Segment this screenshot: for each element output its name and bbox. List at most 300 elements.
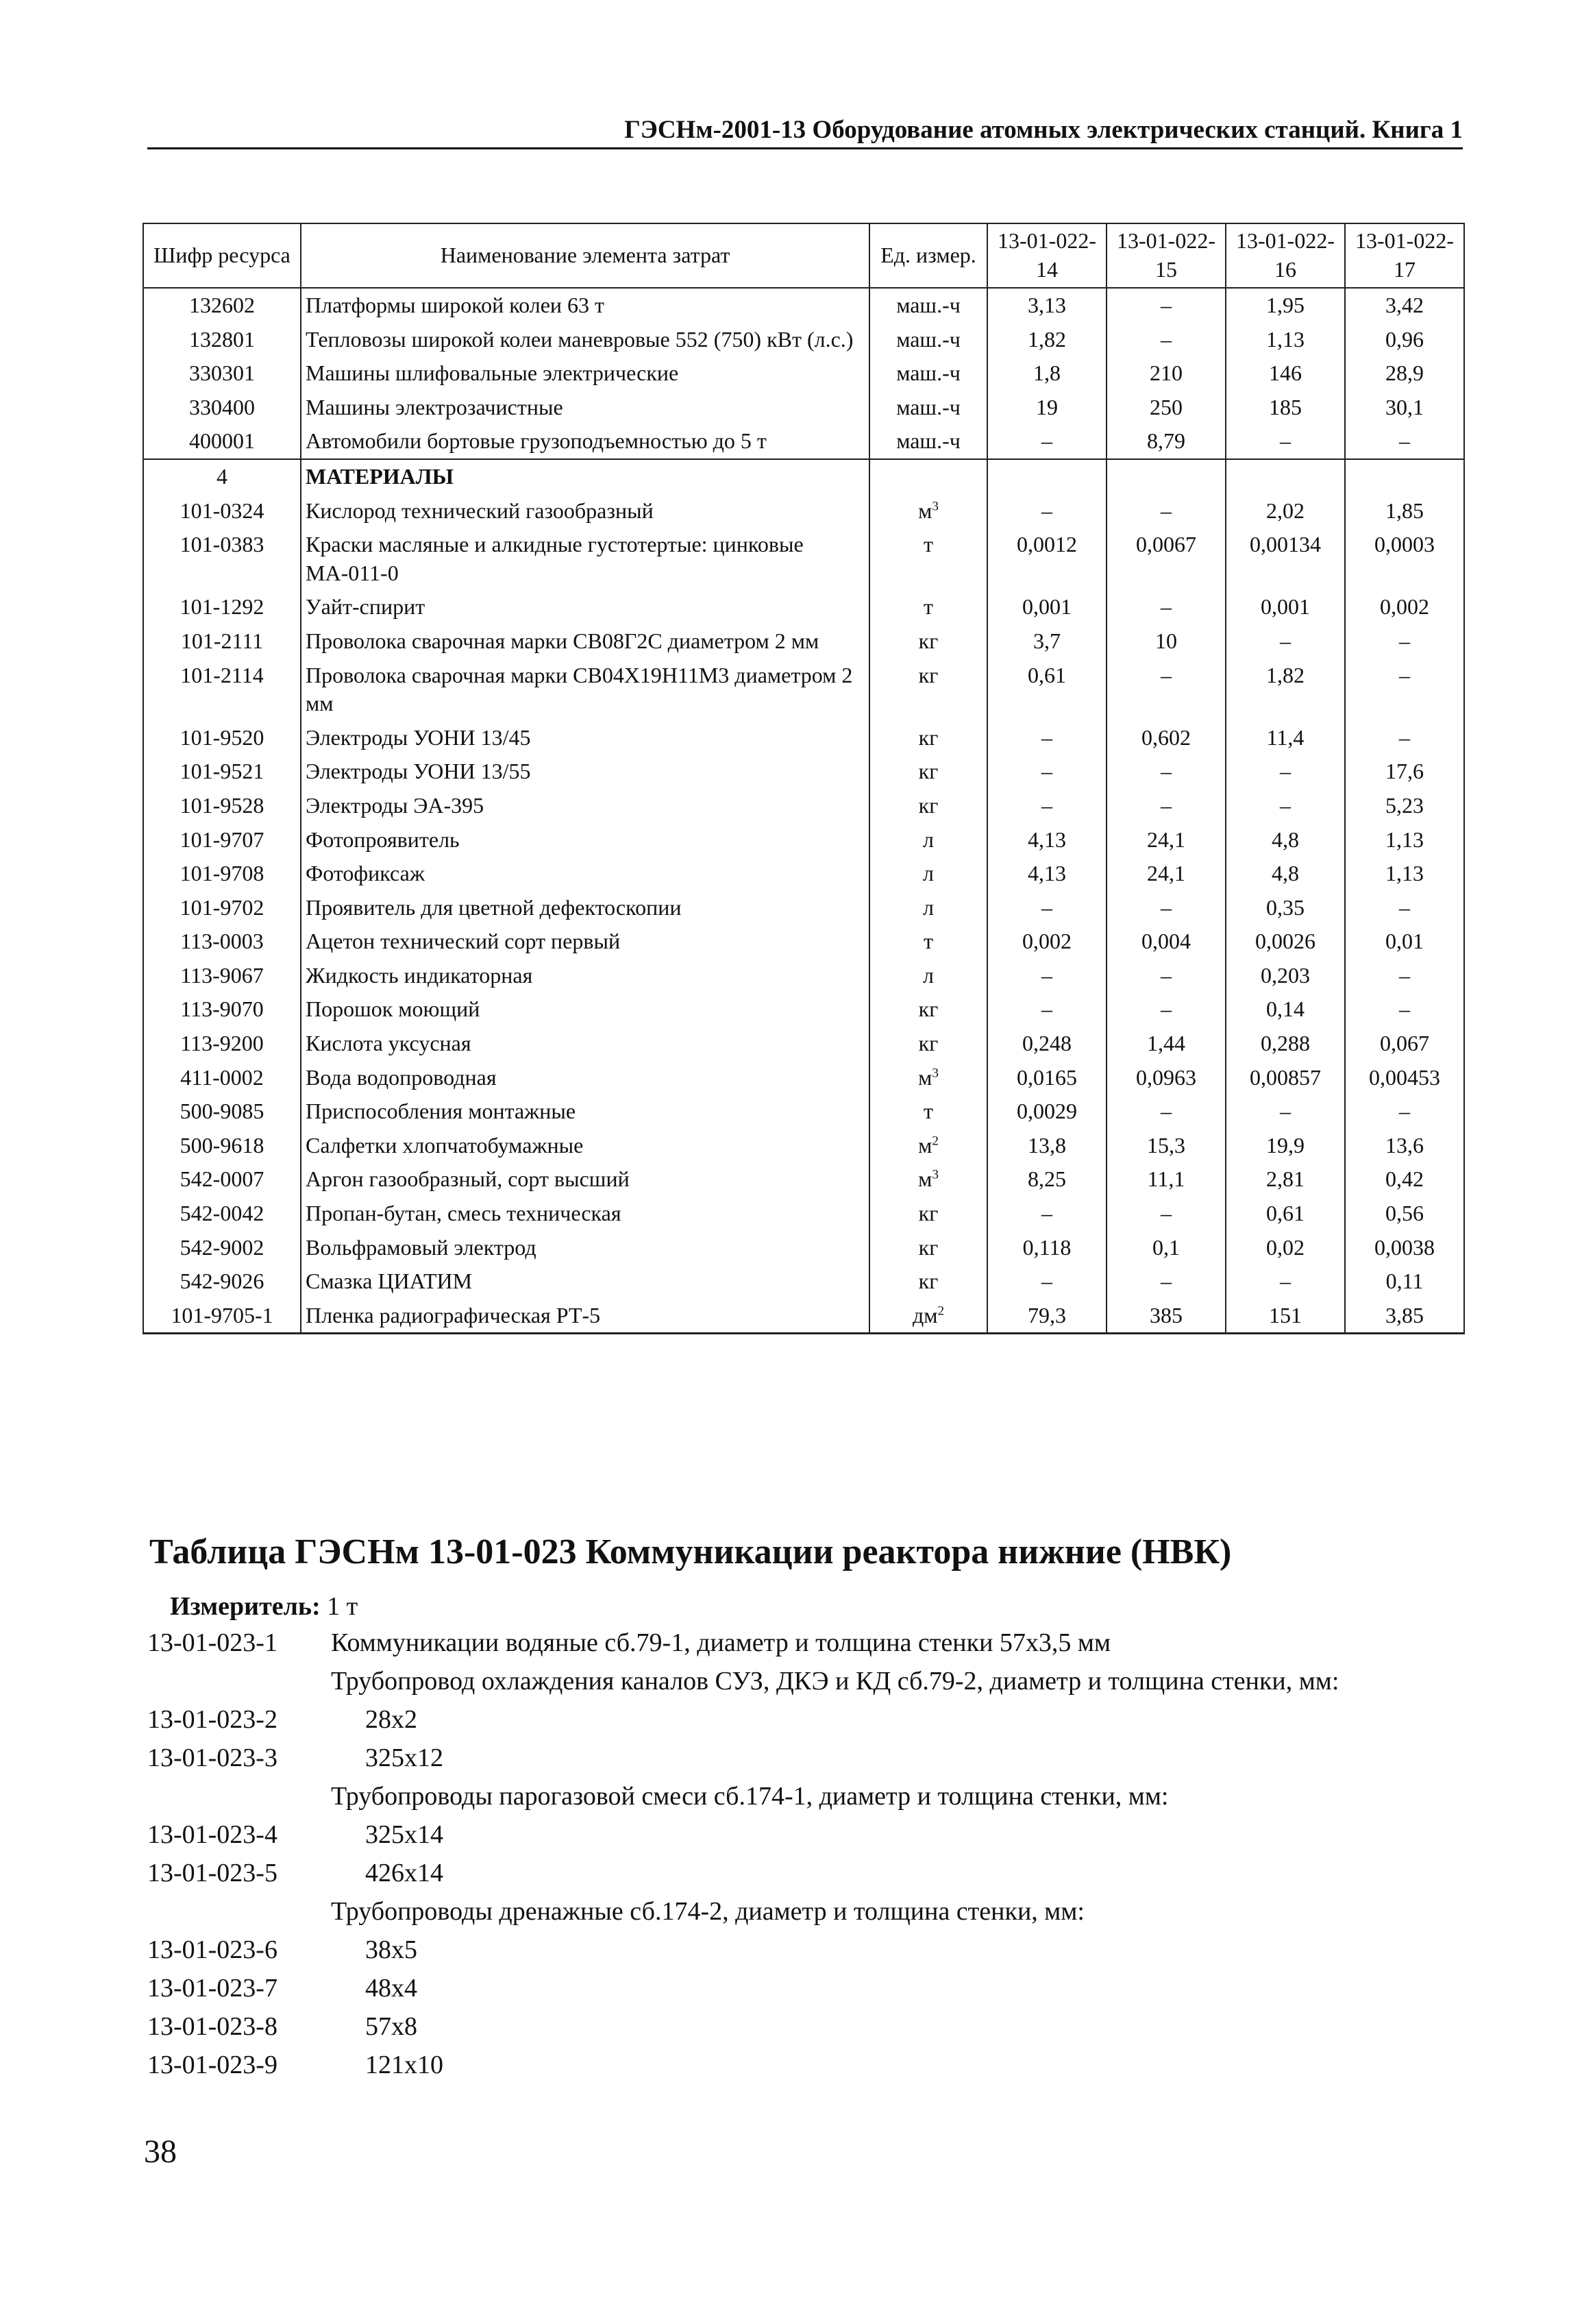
norm-value: – (987, 1197, 1107, 1231)
norm-value: – (1107, 323, 1226, 357)
norm-value: 3,85 (1345, 1299, 1464, 1334)
item-text: 28х2 (365, 1705, 417, 1734)
table-row (143, 823, 1464, 857)
item-text: 57х8 (365, 2012, 417, 2041)
unit-text: кг (918, 628, 939, 653)
norm-value: – (1107, 789, 1226, 823)
norm-value: 0,0026 (1226, 925, 1345, 959)
column-header-17: 13-01-022-17 (1345, 223, 1464, 288)
column-header-unit: Ед. измер. (869, 223, 987, 288)
resource-code: 113-9070 (143, 992, 301, 1027)
unit-text: маш.-ч (896, 394, 961, 419)
norm-value: 10 (1107, 624, 1226, 659)
resource-unit (869, 721, 987, 755)
resource-unit (869, 323, 987, 357)
norm-value: 0,0003 (1345, 528, 1464, 590)
norm-value: 4,13 (987, 857, 1107, 891)
norm-value: 0,11 (1345, 1264, 1464, 1299)
norm-value: 0,004 (1107, 925, 1226, 959)
norm-value: 0,0038 (1345, 1231, 1464, 1265)
table-row (143, 494, 1464, 528)
norm-value: 17,6 (1345, 755, 1464, 789)
norm-value: 8,25 (987, 1162, 1107, 1197)
resource-unit (869, 1264, 987, 1299)
resource-code: 542-9026 (143, 1264, 301, 1299)
norm-value: – (1107, 590, 1226, 624)
resource-unit (869, 1231, 987, 1265)
resource-name: Порошок моющий (301, 992, 869, 1027)
norm-value: – (1345, 1094, 1464, 1129)
norm-value: – (1107, 1264, 1226, 1299)
resource-unit (869, 1197, 987, 1231)
norm-value: 0,96 (1345, 323, 1464, 357)
resource-unit (869, 1299, 987, 1334)
resource-unit (869, 823, 987, 857)
norm-value: 19 (987, 391, 1107, 425)
norm-value: 0,002 (1345, 590, 1464, 624)
resource-unit (869, 590, 987, 624)
resource-code: 101-9702 (143, 891, 301, 925)
norm-value: – (1107, 288, 1226, 323)
norm-value: 2,81 (1226, 1162, 1345, 1197)
norm-value: 24,1 (1107, 823, 1226, 857)
resource-code: 542-0007 (143, 1162, 301, 1197)
norm-value: 0,0963 (1107, 1061, 1226, 1095)
norm-value: – (1345, 424, 1464, 459)
norm-value: 0,288 (1226, 1027, 1345, 1061)
table-row (143, 391, 1464, 425)
resource-name: Кислород технический газообразный (301, 494, 869, 528)
unit-text: т (924, 1099, 933, 1124)
table-row (143, 459, 1464, 494)
item-text: Коммуникации водяные сб.79-1, диаметр и толщина стенки 57х3,5 мм (331, 1628, 1111, 1657)
norm-value: 5,23 (1345, 789, 1464, 823)
resource-name: Фотофиксаж (301, 857, 869, 891)
norm-value: 210 (1107, 356, 1226, 391)
norm-value: 0,61 (1226, 1197, 1345, 1231)
norm-value: – (1226, 424, 1345, 459)
norm-value: 2,02 (1226, 494, 1345, 528)
resource-name: Тепловозы широкой колеи маневровые 552 (750) кВт (л.с.) (301, 323, 869, 357)
item-text: 426х14 (365, 1859, 443, 1887)
table-row (143, 1231, 1464, 1265)
norm-value: – (1345, 891, 1464, 925)
table-row (143, 1197, 1464, 1231)
norm-value: 0,0029 (987, 1094, 1107, 1129)
resource-code: 101-9521 (143, 755, 301, 789)
meter-line (170, 1591, 358, 1622)
norm-value: 0,0067 (1107, 528, 1226, 590)
item-text: Трубопровод охлаждения каналов СУЗ, ДКЭ и КД сб.79-2, диаметр и толщина стенки, мм: (331, 1667, 1339, 1696)
norm-value: 28,9 (1345, 356, 1464, 391)
norm-value: 1,85 (1345, 494, 1464, 528)
table-row (143, 1162, 1464, 1197)
unit-text: кг (918, 759, 939, 784)
norm-value: 11,1 (1107, 1162, 1226, 1197)
norm-value: 19,9 (1226, 1129, 1345, 1163)
resource-code: 330400 (143, 391, 301, 425)
norm-value: 3,13 (987, 288, 1107, 323)
norm-value: – (1345, 659, 1464, 721)
norm-value: – (1107, 1094, 1226, 1129)
resource-code: 113-9067 (143, 959, 301, 993)
column-header-name: Наименование элемента затрат (301, 223, 869, 288)
resource-code: 101-9707 (143, 823, 301, 857)
table-header-row (143, 223, 1464, 288)
norm-value: – (1345, 624, 1464, 659)
unit-superscript: 3 (932, 1066, 939, 1080)
item-code: 13-01-023-5 (147, 1859, 277, 1887)
norm-value: 4,8 (1226, 857, 1345, 891)
unit-text: м (918, 498, 932, 523)
norm-value: 4,8 (1226, 823, 1345, 857)
resource-code: 411-0002 (143, 1061, 301, 1095)
norm-value: 15,3 (1107, 1129, 1226, 1163)
resource-unit (869, 424, 987, 459)
norm-value: 24,1 (1107, 857, 1226, 891)
table-row (143, 1299, 1464, 1334)
meter-label: Измеритель: (170, 1592, 321, 1621)
norm-value: 0,002 (987, 925, 1107, 959)
table-row (143, 1129, 1464, 1163)
resource-unit (869, 857, 987, 891)
norm-value: – (987, 959, 1107, 993)
resource-name: Автомобили бортовые грузоподъемностью до 5 т (301, 424, 869, 459)
unit-text: маш.-ч (896, 326, 961, 352)
table-row (143, 925, 1464, 959)
norm-value: 3,7 (987, 624, 1107, 659)
unit-text: кг (918, 1031, 939, 1056)
resource-unit (869, 659, 987, 721)
norm-value: 0,067 (1345, 1027, 1464, 1061)
unit-text: т (924, 532, 933, 557)
resource-code: 101-2111 (143, 624, 301, 659)
norm-value: 0,01 (1345, 925, 1464, 959)
norm-value: 0,203 (1226, 959, 1345, 993)
norm-value: 3,42 (1345, 288, 1464, 323)
resource-name: Уайт-спирит (301, 590, 869, 624)
table-row (143, 624, 1464, 659)
norm-value: – (987, 424, 1107, 459)
item-text: 325х14 (365, 1820, 443, 1849)
norm-value: 30,1 (1345, 391, 1464, 425)
unit-text: маш.-ч (896, 428, 961, 454)
table-body (143, 288, 1464, 1334)
resource-name: Краски масляные и алкидные густотертые: цинковые МА-011-0 (301, 528, 869, 590)
norm-value: 0,0165 (987, 1061, 1107, 1095)
resource-name: МАТЕРИАЛЫ (301, 459, 869, 494)
norm-value: 0,56 (1345, 1197, 1464, 1231)
meter-value: 1 т (327, 1592, 358, 1621)
norm-value: 13,6 (1345, 1129, 1464, 1163)
resource-code: 101-0324 (143, 494, 301, 528)
resource-name: Пленка радиографическая РТ-5 (301, 1299, 869, 1334)
resource-unit (869, 1027, 987, 1061)
norm-value: 1,13 (1345, 857, 1464, 891)
item-code: 13-01-023-2 (147, 1705, 277, 1734)
resource-unit (869, 1162, 987, 1197)
norm-value: 11,4 (1226, 721, 1345, 755)
norm-value: 0,02 (1226, 1231, 1345, 1265)
resource-name: Ацетон технический сорт первый (301, 925, 869, 959)
unit-text: кг (918, 662, 939, 687)
norm-value: – (1226, 755, 1345, 789)
resource-code: 4 (143, 459, 301, 494)
norm-value: 0,602 (1107, 721, 1226, 755)
resource-name: Вольфрамовый электрод (301, 1231, 869, 1265)
norm-value: 1,95 (1226, 288, 1345, 323)
resource-code: 101-9705-1 (143, 1299, 301, 1334)
norm-value: 0,14 (1226, 992, 1345, 1027)
resource-code: 101-2114 (143, 659, 301, 721)
norm-value: – (987, 755, 1107, 789)
resource-name: Проволока сварочная марки СВ04Х19Н11М3 диаметром 2 мм (301, 659, 869, 721)
resource-name: Фотопроявитель (301, 823, 869, 857)
unit-text: м (918, 1166, 932, 1192)
resource-unit (869, 356, 987, 391)
norm-value: – (1107, 494, 1226, 528)
table-row (143, 1061, 1464, 1095)
norm-value: 0,001 (1226, 590, 1345, 624)
table-row (143, 789, 1464, 823)
item-text: 325х12 (365, 1744, 443, 1772)
table-row (143, 1094, 1464, 1129)
norm-value: 0,118 (987, 1231, 1107, 1265)
resource-unit (869, 992, 987, 1027)
item-text: Трубопроводы дренажные сб.174-2, диаметр и толщина стенки, мм: (331, 1897, 1085, 1926)
table-row (143, 424, 1464, 459)
table-row (143, 1027, 1464, 1061)
column-header-16: 13-01-022-16 (1226, 223, 1345, 288)
resource-name: Приспособления монтажные (301, 1094, 869, 1129)
resource-unit (869, 1094, 987, 1129)
norm-value: 0,00134 (1226, 528, 1345, 590)
norm-value: – (1345, 721, 1464, 755)
table-row (143, 755, 1464, 789)
resource-name: Платформы широкой колеи 63 т (301, 288, 869, 323)
norm-value: 0,0012 (987, 528, 1107, 590)
running-header-title: ГЭСНм-2001-13 Оборудование атомных электрических станций. Книга 1 (624, 116, 1463, 144)
resource-code: 542-9002 (143, 1231, 301, 1265)
unit-text: л (923, 861, 934, 886)
resource-code: 101-9520 (143, 721, 301, 755)
norm-value: – (987, 891, 1107, 925)
norm-value: 1,44 (1107, 1027, 1226, 1061)
norm-value: – (1107, 1197, 1226, 1231)
norm-value: – (1107, 992, 1226, 1027)
norm-value: – (1107, 755, 1226, 789)
item-text: 48х4 (365, 1974, 417, 2003)
item-code: 13-01-023-7 (147, 1974, 277, 2003)
norm-value: 4,13 (987, 823, 1107, 857)
table-title: Таблица ГЭСНм 13-01-023 Коммуникации реактора нижние (НВК) (149, 1532, 1232, 1571)
norm-value: 1,13 (1345, 823, 1464, 857)
norm-value: 1,82 (987, 323, 1107, 357)
norm-value: – (1345, 992, 1464, 1027)
running-header (147, 115, 1463, 149)
norm-value: – (987, 992, 1107, 1027)
unit-text: м (918, 1132, 932, 1158)
unit-superscript: 2 (937, 1304, 945, 1319)
table-row (143, 891, 1464, 925)
unit-text: кг (918, 996, 939, 1022)
resource-unit (869, 459, 987, 494)
resource-code: 113-0003 (143, 925, 301, 959)
resource-name: Машины электрозачистные (301, 391, 869, 425)
resource-name: Машины шлифовальные электрические (301, 356, 869, 391)
resource-unit (869, 891, 987, 925)
norm-value: 8,79 (1107, 424, 1226, 459)
norm-value: 0,35 (1226, 891, 1345, 925)
table-row (143, 857, 1464, 891)
resource-name: Салфетки хлопчатобумажные (301, 1129, 869, 1163)
table-row (143, 590, 1464, 624)
table-row (143, 992, 1464, 1027)
item-code: 13-01-023-4 (147, 1820, 277, 1849)
resource-unit (869, 789, 987, 823)
resource-name: Проявитель для цветной дефектоскопии (301, 891, 869, 925)
norm-value (1345, 459, 1464, 494)
resource-code: 500-9085 (143, 1094, 301, 1129)
norm-value: 0,001 (987, 590, 1107, 624)
norm-value: – (1226, 624, 1345, 659)
norm-value: 250 (1107, 391, 1226, 425)
resource-name: Жидкость индикаторная (301, 959, 869, 993)
norm-value: 385 (1107, 1299, 1226, 1334)
table-row (143, 288, 1464, 323)
norm-value: 0,00857 (1226, 1061, 1345, 1095)
item-code: 13-01-023-6 (147, 1935, 277, 1964)
norm-value: – (987, 494, 1107, 528)
unit-text: кг (918, 1234, 939, 1260)
resource-code: 330301 (143, 356, 301, 391)
norm-value: – (1345, 959, 1464, 993)
table-row (143, 1264, 1464, 1299)
resource-code: 132602 (143, 288, 301, 323)
resource-name: Электроды УОНИ 13/45 (301, 721, 869, 755)
table-row (143, 356, 1464, 391)
resource-name: Вода водопроводная (301, 1061, 869, 1095)
resource-code: 101-0383 (143, 528, 301, 590)
unit-text: кг (918, 1269, 939, 1294)
resource-name: Электроды ЭА-395 (301, 789, 869, 823)
unit-text: т (924, 594, 933, 620)
item-text: Трубопроводы парогазовой смеси сб.174-1, диаметр и толщина стенки, мм: (331, 1782, 1169, 1811)
norm-value: 0,42 (1345, 1162, 1464, 1197)
item-text: 38х5 (365, 1935, 417, 1964)
norm-value (987, 459, 1107, 494)
resource-name: Проволока сварочная марки СВ08Г2С диаметром 2 мм (301, 624, 869, 659)
norm-value: 185 (1226, 391, 1345, 425)
resource-table (143, 223, 1465, 1334)
page-number: 38 (144, 2133, 177, 2170)
norm-value: – (987, 721, 1107, 755)
norm-value: 146 (1226, 356, 1345, 391)
column-header-14: 13-01-022-14 (987, 223, 1107, 288)
column-header-code: Шифр ресурса (143, 223, 301, 288)
resource-name: Кислота уксусная (301, 1027, 869, 1061)
norm-value: – (1107, 891, 1226, 925)
resource-unit (869, 288, 987, 323)
norm-value: – (1226, 1094, 1345, 1129)
unit-text: кг (918, 1201, 939, 1226)
resource-unit (869, 1061, 987, 1095)
resource-name: Пропан-бутан, смесь техническая (301, 1197, 869, 1231)
item-code: 13-01-023-1 (147, 1628, 277, 1657)
resource-unit (869, 391, 987, 425)
norm-value: 1,13 (1226, 323, 1345, 357)
column-header-15: 13-01-022-15 (1107, 223, 1226, 288)
norm-value: 0,00453 (1345, 1061, 1464, 1095)
resource-unit (869, 528, 987, 590)
unit-superscript: 3 (932, 1167, 939, 1182)
table-row (143, 659, 1464, 721)
norm-value: – (1226, 789, 1345, 823)
norm-value (1226, 459, 1345, 494)
item-code: 13-01-023-3 (147, 1744, 277, 1772)
unit-text: л (923, 827, 934, 852)
unit-text: маш.-ч (896, 360, 961, 386)
resource-code: 400001 (143, 424, 301, 459)
resource-unit (869, 755, 987, 789)
resource-name: Аргон газообразный, сорт высший (301, 1162, 869, 1197)
unit-superscript: 3 (932, 498, 939, 513)
unit-text: л (923, 962, 934, 988)
resource-unit (869, 494, 987, 528)
unit-text: кг (918, 724, 939, 750)
resource-code: 113-9200 (143, 1027, 301, 1061)
unit-text: т (924, 929, 933, 954)
table-row (143, 959, 1464, 993)
resource-code: 101-1292 (143, 590, 301, 624)
resource-unit (869, 624, 987, 659)
norm-value: 0,1 (1107, 1231, 1226, 1265)
item-text: 121х10 (365, 2051, 443, 2079)
norm-value: – (1107, 959, 1226, 993)
resource-name: Электроды УОНИ 13/55 (301, 755, 869, 789)
resource-unit (869, 959, 987, 993)
norm-value: – (1226, 1264, 1345, 1299)
resource-code: 101-9528 (143, 789, 301, 823)
norm-value: 0,61 (987, 659, 1107, 721)
table-row (143, 721, 1464, 755)
resource-code: 500-9618 (143, 1129, 301, 1163)
resource-unit (869, 925, 987, 959)
resource-code: 101-9708 (143, 857, 301, 891)
norm-value: 13,8 (987, 1129, 1107, 1163)
resource-name: Смазка ЦИАТИМ (301, 1264, 869, 1299)
norm-value: 1,8 (987, 356, 1107, 391)
resource-code: 132801 (143, 323, 301, 357)
norm-value: – (987, 1264, 1107, 1299)
resource-unit (869, 1129, 987, 1163)
unit-text: кг (918, 792, 939, 818)
table-row (143, 528, 1464, 590)
norm-value: 1,82 (1226, 659, 1345, 721)
item-code: 13-01-023-9 (147, 2051, 277, 2079)
unit-superscript: 2 (932, 1134, 939, 1149)
table-row (143, 323, 1464, 357)
norm-value: 0,248 (987, 1027, 1107, 1061)
norm-value: 79,3 (987, 1299, 1107, 1334)
unit-text: маш.-ч (896, 293, 961, 317)
item-code: 13-01-023-8 (147, 2012, 277, 2041)
norm-value (1107, 459, 1226, 494)
norm-value: – (1107, 659, 1226, 721)
resource-code: 542-0042 (143, 1197, 301, 1231)
unit-text: м (918, 1064, 932, 1090)
norm-value: 151 (1226, 1299, 1345, 1334)
